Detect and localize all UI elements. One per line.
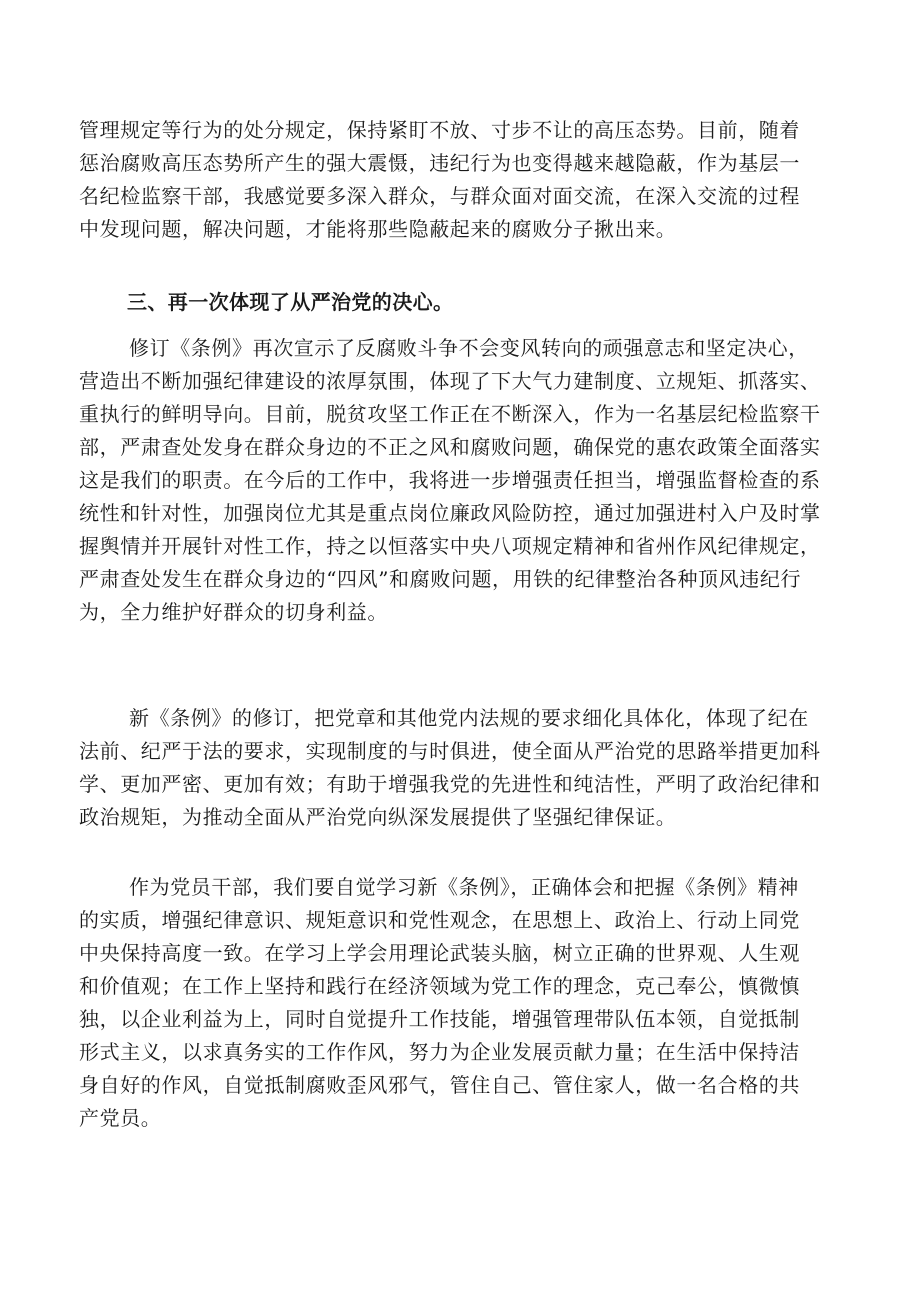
text-line: 握舆情并开展针对性工作，持之以恒落实中央八项规定精神和省州作风纪律规定，	[79, 534, 821, 558]
text-line: 为，全力维护好群众的切身利益。	[79, 600, 388, 624]
text-line: 和价值观；在工作上坚持和践行在经济领域为党工作的理念，克己奉公，慎微慎	[79, 974, 800, 998]
paragraph-new-regulation	[79, 702, 821, 834]
text-line: 重执行的鲜明导向。目前，脱贫攻坚工作正在不断深入，作为一名基层纪检监察干	[79, 402, 821, 426]
section-heading	[127, 286, 453, 319]
text-line: 政治规矩，为推动全面从严治党向纵深发展提供了坚强纪律保证。	[79, 805, 677, 829]
text-line: 名纪检监察干部，我感觉要多深入群众，与群众面对面交流，在深入交流的过程	[79, 184, 800, 208]
text-line: 营造出不断加强纪律建设的浓厚氛围，体现了下大气力建制度、立规矩、抓落实、	[79, 369, 821, 393]
text-line: 法前、纪严于法的要求，实现制度的与时俱进，使全面从严治党的思路举措更加科	[79, 739, 821, 763]
text-line: 独，以企业利益为上，同时自觉提升工作技能，增强管理带队伍本领，自觉抵制	[79, 1007, 800, 1031]
text-line: 产党员。	[79, 1106, 162, 1130]
text-line: 部，严肃查处发身在群众身边的不正之风和腐败问题，确保党的惠农政策全面落实	[79, 435, 821, 459]
text-line: 身自好的作风，自觉抵制腐败歪风邪气，管住自己、管住家人，做一名合格的共	[79, 1073, 800, 1097]
paragraph-party-member	[79, 871, 800, 1135]
text-line: 统性和针对性，加强岗位尤其是重点岗位廉政风险防控，通过加强进村入户及时掌	[79, 501, 821, 525]
text-line: 中央保持高度一致。在学习上学会用理论武装头脑，树立正确的世界观、人生观	[79, 941, 800, 965]
text-line: 学、更加严密、更加有效；有助于增强我党的先进性和纯洁性，严明了政治纪律和	[79, 772, 821, 796]
text-line: 管理规定等行为的处分规定，保持紧盯不放、寸步不让的高压态势。目前，随着	[79, 118, 800, 142]
paragraph-continuation	[79, 114, 800, 246]
paragraph-revision	[79, 332, 821, 629]
text-line: 这是我们的职责。在今后的工作中，我将进一步增强责任担当，增强监督检查的系	[79, 468, 821, 492]
text-line: 作为党员干部，我们要自觉学习新《条例》，正确体会和把握《条例》精神	[129, 875, 799, 899]
text-line: 的实质，增强纪律意识、规矩意识和党性观念，在思想上、政治上、行动上同党	[79, 908, 800, 932]
text-line: 严肃查处发生在群众身边的“四风”和腐败问题，用铁的纪律整治各种顶风违纪行	[79, 567, 802, 591]
text-line: 惩治腐败高压态势所产生的强大震慑，违纪行为也变得越来越隐蔽，作为基层一	[79, 151, 800, 175]
text-line: 形式主义，以求真务实的工作作风，努力为企业发展贡献力量；在生活中保持洁	[79, 1040, 800, 1064]
heading-text: 三、再一次体现了从严治党的决心。	[127, 290, 454, 314]
text-line: 修订《条例》再次宣示了反腐败斗争不会变风转向的顽强意志和坚定决心，	[129, 336, 809, 360]
text-line: 新《条例》的修订，把党章和其他党内法规的要求细化具体化，体现了纪在	[129, 706, 809, 730]
text-line: 中发现问题，解决问题，才能将那些隐蔽起来的腐败分子揪出来。	[79, 217, 677, 241]
